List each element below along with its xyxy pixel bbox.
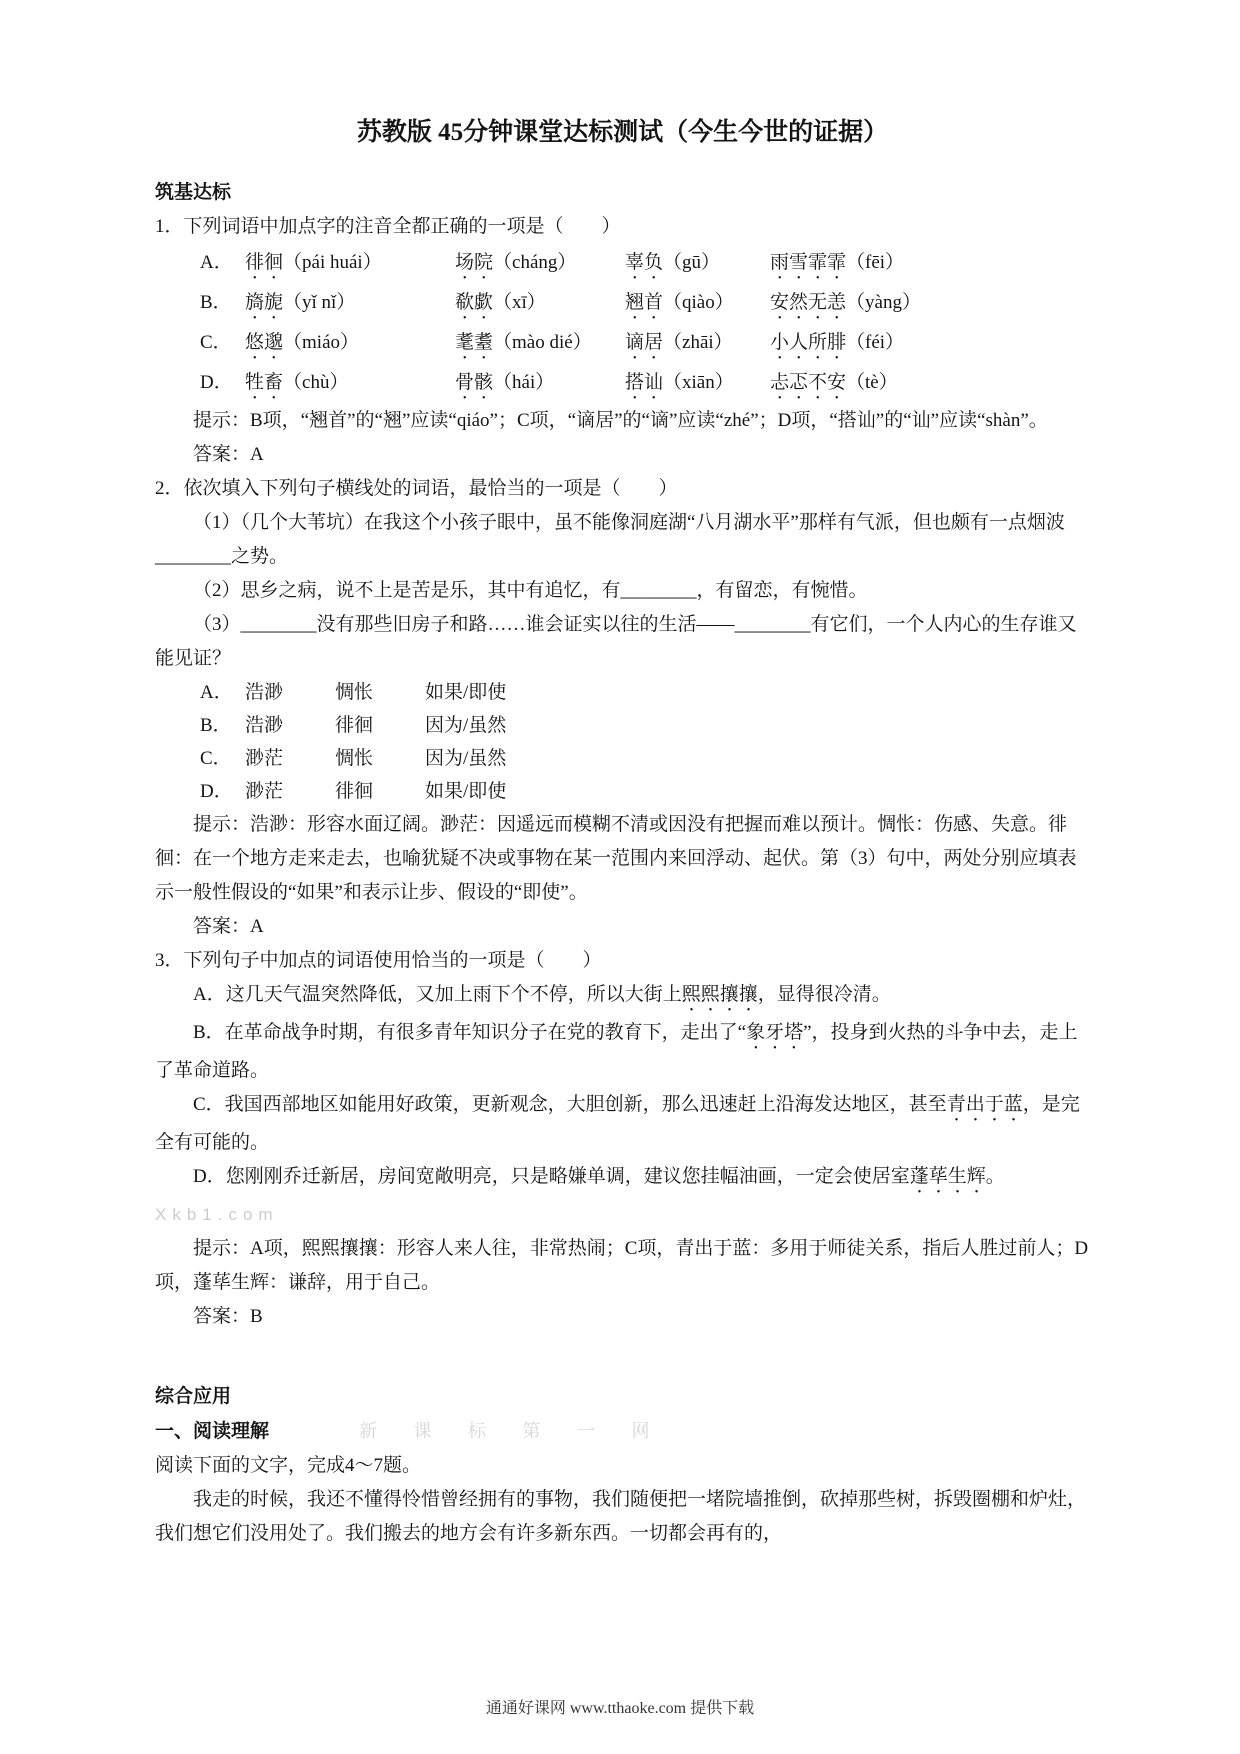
option-word: 安然无恙 [770, 292, 847, 313]
option-label: B． [200, 292, 232, 313]
q3-option-d [155, 1160, 1090, 1232]
option-word: 骨骸 [455, 372, 494, 393]
option-cell [625, 324, 770, 364]
option-cell [770, 244, 1090, 284]
option-label: B． [200, 715, 232, 736]
option-word: 惆怅 [335, 682, 374, 703]
option-cell [455, 364, 625, 404]
option-label: D． [200, 781, 233, 802]
q2-option-row-c [155, 742, 1090, 775]
q3-option-b [155, 1016, 1090, 1088]
option-cell [245, 364, 455, 404]
section-heading-zhuji: 筑基达标 [155, 182, 232, 203]
option-word: 浩渺 [245, 682, 284, 703]
option-word: 耄耋 [455, 332, 494, 353]
option-word: 渺茫 [245, 748, 284, 769]
option-word: 惆怅 [335, 748, 374, 769]
option-pinyin: （yǐ nǐ） [283, 292, 356, 313]
option-cell [455, 244, 625, 284]
option-word: 忐忑不安 [770, 372, 847, 393]
option-word: 谪居 [625, 332, 664, 353]
option-text: B．在革命战争时期，有很多青年知识分子在党的教育下，走出了“ [193, 1022, 747, 1043]
faint-watermark: 新 课 标 第 一 网 [359, 1421, 666, 1441]
q2-item-2: （2）思乡之病，说不上是苦是乐，其中有追忆，有________，有留恋，有惋惜。 [193, 580, 868, 601]
footer-text: 通通好课网 www.tthaoke.com 提供下载 [485, 1700, 755, 1717]
option-pinyin: （pái huái） [283, 252, 382, 273]
option-pinyin: （zhāi） [663, 332, 733, 353]
emphasized-word: 蓬荜生辉 [909, 1166, 986, 1187]
option-word: 渺茫 [245, 781, 284, 802]
option-word: 欷歔 [455, 292, 494, 313]
emphasized-word: 熙熙攘攘 [681, 984, 758, 1005]
q2-option-row-d [155, 775, 1090, 808]
option-cell [770, 324, 1090, 364]
option-label: A． [200, 682, 233, 703]
option-pinyin: （chù） [283, 372, 349, 393]
option-word: 牲畜 [245, 372, 284, 393]
option-label: A． [200, 252, 233, 273]
q2-hint: 提示：浩渺：形容水面辽阔。渺茫：因遥远而模糊不清或因没有把握而难以预计。惆怅：伤感、失意。徘徊：在一个地方走来走去，也喻犹疑不决或事物在某一范围内来回浮动、起伏。第（3）句中，两处分别应填表示一般性假设的“如果”和表示让步、假设的“即使”。 [155, 814, 1077, 903]
option-word: 因为/虽然 [425, 715, 507, 736]
q2-option-row-a [155, 676, 1090, 709]
option-cell [455, 284, 625, 324]
option-pinyin: （fēi） [846, 252, 905, 273]
option-cell [455, 324, 625, 364]
option-pinyin: （hái） [493, 372, 555, 393]
option-text: ，是完全有可能的。 [155, 1094, 1080, 1153]
q1-answer: 答案：A [193, 444, 264, 465]
q1-option-row-a [155, 244, 1090, 284]
option-pinyin: （cháng） [493, 252, 577, 273]
option-pinyin: （yàng） [846, 292, 921, 313]
option-text: A．这几天气温突然降低，又加上雨下个不停，所以大街上 [193, 984, 682, 1005]
q1-option-row-d [155, 364, 1090, 404]
option-cell [770, 284, 1090, 324]
option-pinyin: （miáo） [283, 332, 360, 353]
option-word: 徘徊 [245, 252, 284, 273]
q1-hint: 提示：B项，“翘首”的“翘”应读“qiáo”；C项，“谪居”的“谪”应读“zhé”；D项，“搭讪”的“讪”应读“shàn”。 [193, 410, 1048, 431]
q3-option-a [155, 978, 1090, 1016]
option-word: 辜负 [625, 252, 664, 273]
reading-intro: 阅读下面的文字，完成4～7题。 [155, 1455, 422, 1476]
option-text: ，显得很冷清。 [757, 984, 891, 1005]
q2-item-3: （3）________没有那些旧房子和路……谁会证实以往的生活——________有它们，一个人内心的生存谁又能见证？ [155, 614, 1077, 669]
q3-stem: 3．下列句子中加点的词语使用恰当的一项是（ ） [155, 950, 602, 971]
q3-hint: 提示：A项，熙熙攘攘：形容人来人往，非常热闹；C项，青出于蓝：多用于师徒关系，指后人胜过前人；D项，蓬荜生辉：谦辞，用于自己。 [155, 1238, 1089, 1293]
option-word: 雨雪霏霏 [770, 252, 847, 273]
q2-answer: 答案：A [193, 916, 264, 937]
emphasized-word: 青出于蓝 [946, 1094, 1023, 1115]
option-pinyin: （féi） [846, 332, 905, 353]
emphasized-word: 象牙塔 [746, 1022, 804, 1043]
option-pinyin: （gū） [663, 252, 721, 273]
page-title: 苏教版 45分钟课堂达标测试（今生今世的证据） [356, 119, 889, 146]
q2-option-row-b [155, 709, 1090, 742]
option-pinyin: （qiào） [663, 292, 734, 313]
option-word: 徘徊 [335, 781, 374, 802]
section-heading-zonghe: 综合应用 [155, 1386, 232, 1407]
option-cell [245, 284, 455, 324]
option-word: 浩渺 [245, 715, 284, 736]
option-text: D．您刚刚乔迁新居，房间宽敞明亮，只是略嫌单调，建议您挂幅油画，一定会使居室 [193, 1166, 910, 1187]
q3-option-c [155, 1088, 1090, 1160]
option-word: 场院 [455, 252, 494, 273]
option-word: 如果/即使 [425, 781, 507, 802]
option-word: 悠邈 [245, 332, 284, 353]
option-word: 翘首 [625, 292, 664, 313]
reading-heading [155, 1414, 1090, 1449]
option-pinyin: （mào dié） [493, 332, 592, 353]
option-word: 小人所腓 [770, 332, 847, 353]
q2-item-1: （1）（几个大苇坑）在我这个小孩子眼中，虽不能像洞庭湖“八月湖水平”那样有气派，但也颇有一点烟波________之势。 [155, 512, 1065, 567]
option-text: 。 [985, 1166, 1005, 1187]
q1-stem: 1．下列词语中加点字的注音全都正确的一项是（ ） [155, 216, 621, 237]
option-cell [245, 324, 455, 364]
option-word: 因为/虽然 [425, 748, 507, 769]
q3-answer: 答案：B [193, 1306, 263, 1327]
q1-option-row-b [155, 284, 1090, 324]
option-word: 旖旎 [245, 292, 284, 313]
option-pinyin: （xī） [493, 292, 546, 313]
q1-option-row-c [155, 324, 1090, 364]
option-word: 徘徊 [335, 715, 374, 736]
option-cell [245, 244, 455, 284]
option-label: D． [200, 372, 233, 393]
option-text: C．我国西部地区如能用好政策，更新观念，大胆创新，那么迅速赶上沿海发达地区，甚至 [193, 1094, 947, 1115]
option-text: ”，投身到火热的斗争中去，走上了革命道路。 [155, 1022, 1078, 1081]
reading-heading-text: 一、阅读理解 [155, 1421, 270, 1442]
option-cell [625, 244, 770, 284]
option-cell [770, 364, 1090, 404]
option-cell [625, 284, 770, 324]
option-word: 搭讪 [625, 372, 664, 393]
option-word: 如果/即使 [425, 682, 507, 703]
option-label: C． [200, 748, 232, 769]
xkb-watermark: Xkb1.com [155, 1205, 279, 1224]
option-cell [625, 364, 770, 404]
reading-paragraph: 我走的时候，我还不懂得怜惜曾经拥有的事物，我们随便把一堵院墙推倒，砍掉那些树，拆毁圈棚和炉灶，我们想它们没用处了。我们搬去的地方会有许多新东西。一切都会再有的， [155, 1489, 1087, 1544]
option-label: C． [200, 332, 232, 353]
q2-stem: 2．依次填入下列句子横线处的词语，最恰当的一项是（ ） [155, 478, 678, 499]
option-pinyin: （tè） [846, 372, 898, 393]
option-pinyin: （xiān） [663, 372, 734, 393]
